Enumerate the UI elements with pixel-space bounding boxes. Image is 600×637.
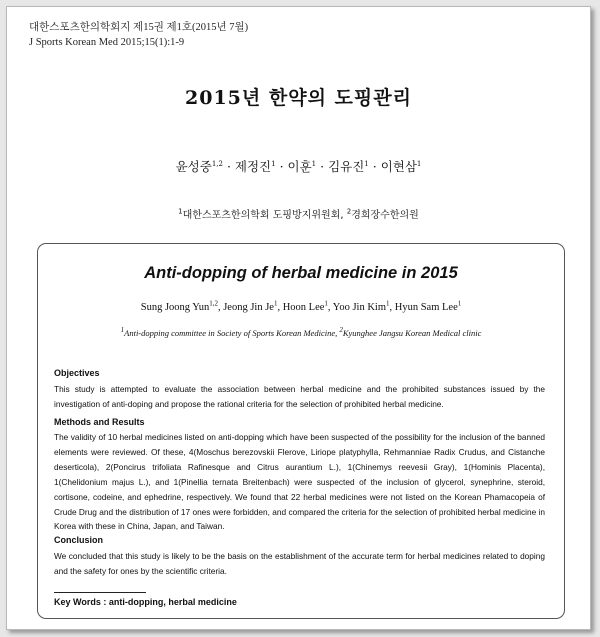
methods-text: The validity of 10 herbal medicines listed on anti-dopping which have been suspected of the possibility for the inclusion of the banned elements were reviewed. Of these, 4(Moschus berezovskii Flerove, Liriope platyphylla, Rehmanniae Radix Crudus, and Cistanche deserticola), 2(Poncirus trifoliata Rafinesque and Citrus aurantium L.), 1(Chinemys reevesii Gray), 1(Hominis Placenta), 1(Chelidonium majus L.), and 1(Pinellia ternata Breitenbach) were suspected of the inclusion of glycerol, synephrine, steroid, cortisone, codeine, and ephedrine, respectively. We found that 22 herbal medicines were not listed on the Korean Phamacopeia of Crude Drug and the distribution of 17 ones were forbidden, and compared the criteria for the selection of prohibited herbal medicine in Korea with these in China, Japan, and Taiwan. xyxy=(54,432,545,532)
affiliation-mark: 1 xyxy=(120,326,125,335)
author-name: Hyun Sam Lee xyxy=(394,302,458,313)
methods-heading: Methods and Results xyxy=(54,417,145,427)
conclusion-heading: Conclusion xyxy=(54,535,103,545)
korean-title: 2015년 한약의 도핑관리 xyxy=(185,87,412,109)
korean-authors: 윤성중$^{1,2}$ · 제정진$^1$ · 이훈$^1$ · 김유진$^1$ · 이현삼$^1$ xyxy=(175,159,422,174)
author-name: Jeong Jin Je xyxy=(223,302,274,313)
objectives-text: This study is attempted to evaluate the association between herbal medicine and the prohibited substances issued by the investigation of anti-doping and propose the rational criteria for the selection of prohibited herbal medicine. xyxy=(54,384,545,409)
author-affiliation-mark: 1 xyxy=(364,159,369,168)
author-name: 이훈 xyxy=(287,159,312,174)
english-title: Anti-dopping of herbal medicine in 2015 xyxy=(144,264,458,282)
journal-korean-header: 대한스포츠한의학회지 제15권 제1호(2015년 7월) xyxy=(29,22,249,33)
journal-citation: J Sports Korean Med 2015;15(1):1-9 xyxy=(29,37,185,48)
affiliation-mark: 1 xyxy=(178,207,183,216)
author-name: 제정진 xyxy=(234,159,272,174)
keywords-divider xyxy=(54,592,146,593)
author-affiliation-mark: 1 xyxy=(311,159,317,168)
author-name: 김유진 xyxy=(328,159,365,174)
abstract-box xyxy=(37,243,565,619)
author-name: 윤성중 xyxy=(175,159,212,174)
affiliation-mark: 2 xyxy=(346,207,352,216)
paper-page xyxy=(6,6,591,630)
affiliation-text: 경희장수한의원 xyxy=(351,210,419,221)
author-affiliation-mark: 1 xyxy=(457,299,462,308)
korean-affiliations: $^1$대한스포츠한의학회 도핑방지위원회, $^2$경희장수한의원 xyxy=(178,207,419,221)
author-affiliation-mark: 1 xyxy=(386,299,390,308)
keywords: Key Words : anti-dopping, herbal medicine xyxy=(54,597,237,607)
english-authors: Sung Joong Yun$^{1,2}$, Jeong Jin Je$^1$, Hoon Lee$^1$, Yoo Jin Kim$^1$, Hyun Sam Lee$^1$ xyxy=(140,299,462,313)
english-affiliations: $^1$Anti-dopping committee in Society of Sports Korean Medicine, $^2$Kyunghee Jangsu Korean Medical clinic xyxy=(120,326,482,338)
author-affiliation-mark: 1,2 xyxy=(211,159,223,168)
affiliation-text: 대한스포츠한의학회 도핑방지위원회 xyxy=(182,210,341,221)
author-affiliation-mark: 1 xyxy=(416,159,422,168)
author-name: 이현삼 xyxy=(380,159,417,174)
author-affiliation-mark: 1,2 xyxy=(209,299,218,308)
objectives-heading: Objectives xyxy=(54,368,100,378)
affiliation-mark: 2 xyxy=(339,326,343,335)
author-affiliation-mark: 1 xyxy=(273,299,278,308)
author-affiliation-mark: 1 xyxy=(271,159,276,168)
author-name: Hoon Lee xyxy=(282,302,325,313)
author-name: Yoo Jin Kim xyxy=(332,302,386,313)
affiliation-text: Anti-dopping committee in Society of Sports Korean Medicine xyxy=(124,328,336,338)
author-name: Sung Joong Yun xyxy=(140,302,210,313)
author-affiliation-mark: 1 xyxy=(324,299,328,308)
affiliation-text: Kyunghee Jangsu Korean Medical clinic xyxy=(342,328,482,338)
conclusion-text: We concluded that this study is likely to be the basis on the establishment of the accurate term for herbal medicines related to doping and the safety for ones by the scientific criteria. xyxy=(54,551,545,576)
